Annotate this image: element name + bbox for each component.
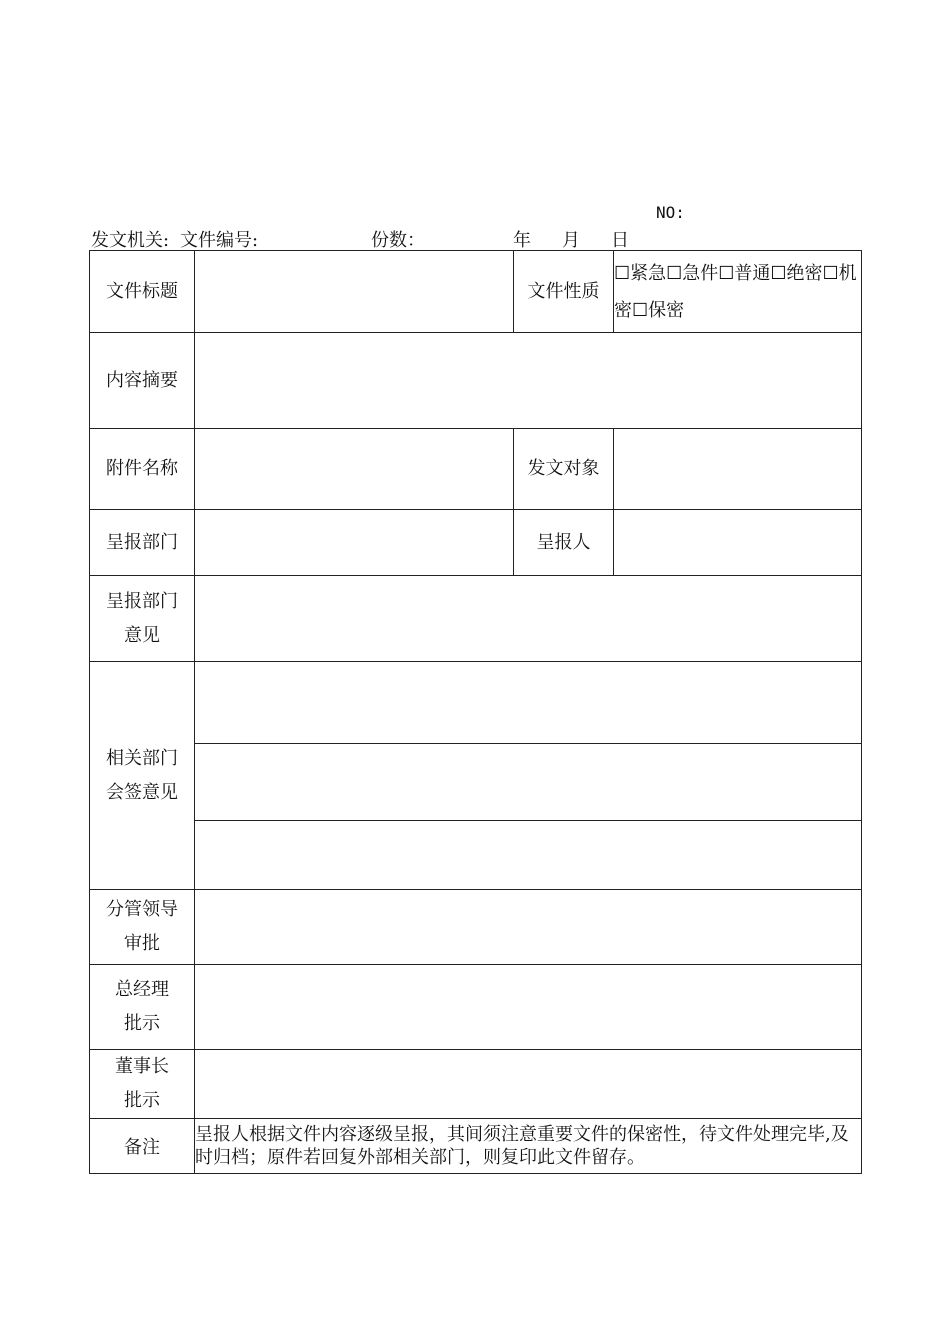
month-label: 月 [562, 230, 580, 251]
cosign-field-3[interactable] [195, 821, 862, 890]
file-number-label: 文件编号: [180, 230, 259, 251]
issuer-label: 发文机关: [91, 230, 170, 251]
remarks-text: 呈报人根据文件内容逐级呈报，其间须注意重要文件的保密性，待文件处理完毕,及时归档；原件若回复外部相关部门，则复印此文件留存。 [195, 1119, 862, 1174]
summary-field[interactable] [195, 333, 862, 429]
gm-instruction-label-line1: 总经理 [115, 979, 169, 1000]
dept-opinion-label [90, 576, 195, 662]
reporter-label: 呈报人 [514, 510, 614, 576]
reporter-field[interactable] [614, 510, 862, 576]
title-field[interactable] [195, 251, 514, 333]
dept-opinion-label-line1: 呈报部门 [106, 590, 178, 612]
gm-instruction-label-line2: 批示 [124, 1013, 160, 1034]
remarks-label: 备注 [90, 1119, 195, 1174]
dept-field[interactable] [195, 510, 514, 576]
chairman-instruction-field[interactable] [195, 1050, 862, 1119]
copies-label: 份数： [371, 230, 425, 251]
dept-label: 呈报部门 [90, 510, 195, 576]
leader-approval-label-line2: 审批 [124, 933, 160, 954]
dept-opinion-field[interactable] [195, 576, 862, 662]
gm-instruction-field[interactable] [195, 965, 862, 1050]
attachment-label: 附件名称 [90, 429, 195, 510]
cosign-field-1[interactable] [195, 662, 862, 744]
cosign-label-line2: 会签意见 [106, 781, 178, 803]
gm-instruction-label [90, 965, 195, 1050]
dept-opinion-label-line2: 意见 [124, 624, 160, 646]
day-label: 日 [611, 230, 629, 251]
chairman-instruction-label-line2: 批示 [124, 1090, 160, 1111]
leader-approval-label [90, 890, 195, 965]
nature-options[interactable]: ☐紧急☐急件☐普通☐绝密☐机密☐保密 [614, 251, 862, 333]
leader-approval-field[interactable] [195, 890, 862, 965]
recipient-label: 发文对象 [514, 429, 614, 510]
chairman-instruction-label [90, 1050, 195, 1119]
form-number-label: NO: [656, 203, 685, 222]
year-label: 年 [513, 230, 531, 251]
attachment-field[interactable] [195, 429, 514, 510]
recipient-field[interactable] [614, 429, 862, 510]
summary-label: 内容摘要 [90, 333, 195, 429]
title-label: 文件标题 [90, 251, 195, 333]
leader-approval-label-line1: 分管领导 [106, 899, 178, 920]
nature-label: 文件性质 [514, 251, 614, 333]
chairman-instruction-label-line1: 董事长 [115, 1056, 169, 1077]
cosign-label [90, 662, 195, 890]
cosign-label-line1: 相关部门 [106, 747, 178, 769]
cosign-field-2[interactable] [195, 744, 862, 821]
document-approval-form [89, 250, 862, 1174]
